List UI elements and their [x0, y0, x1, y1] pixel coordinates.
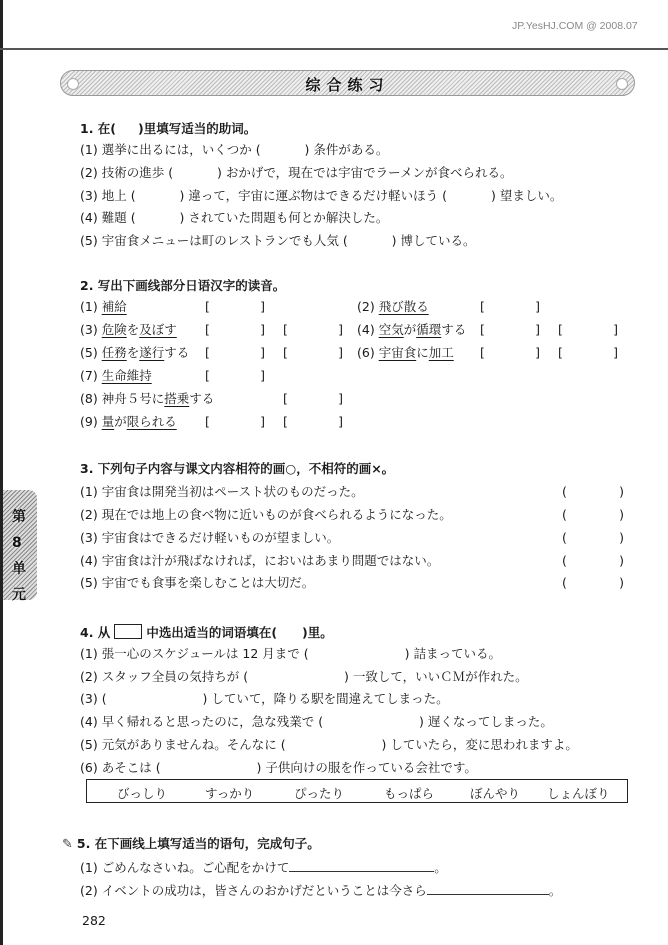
scan-edge	[0, 0, 3, 945]
item-number: (9)	[80, 414, 98, 429]
item-number: (2)	[80, 883, 98, 898]
word-choice: すっかり	[205, 786, 255, 801]
underlined-kanji: 遂行	[139, 345, 165, 360]
answer-blank[interactable]: ( )	[318, 714, 424, 729]
item-number: (1)	[80, 646, 98, 661]
item-text: 詰まっている。	[413, 646, 502, 661]
item-text: 技術の進歩	[101, 165, 165, 180]
section1-title-pre: 1. 在(	[80, 121, 117, 136]
item-text: イベントの成功は，皆さんのおかげだということは今さら	[101, 883, 427, 898]
item-number: (3)	[80, 322, 98, 337]
page-number: 282	[82, 913, 106, 928]
item-text: 宇宙食は汁が飛ばなければ，においはあまり問題ではない。	[101, 553, 440, 568]
item-end: 。	[434, 860, 447, 875]
section1-item	[80, 165, 513, 181]
word-choice: もっぱら	[384, 786, 435, 801]
item-number: (1)	[80, 299, 98, 314]
item-text: スタッフ全員の気持ちが	[101, 669, 240, 684]
section2-item	[80, 368, 152, 384]
header-rule	[0, 48, 668, 50]
section2-item	[80, 414, 177, 430]
section3-title: 3. 下列句子内容与课文内容相符的画○，不相符的画×。	[80, 461, 395, 476]
underlined-kanji: 危険	[101, 322, 127, 337]
section4-item	[80, 691, 449, 707]
item-text: 宇宙でも食事を楽しむことは大切だ。	[101, 575, 315, 590]
item-text: 難題	[101, 210, 127, 225]
item-text: 博している。	[400, 233, 476, 248]
section4-title	[80, 624, 333, 641]
section4-item	[80, 737, 578, 753]
section2-item	[357, 322, 466, 338]
item-number: (5)	[80, 233, 98, 248]
item-text: する	[189, 391, 215, 406]
section2-item	[357, 299, 429, 315]
item-number: (4)	[80, 553, 98, 568]
item-text: あそこは	[101, 760, 152, 775]
banner-title: 综合练习	[305, 76, 390, 94]
section2-item	[80, 345, 189, 361]
section3-item	[80, 575, 314, 591]
item-number: (5)	[80, 345, 98, 360]
item-number: (3)	[80, 188, 98, 203]
item-text: 神舟５号に	[101, 391, 165, 406]
unit-side-tab-label: 第8单元	[12, 509, 26, 603]
item-number: (6)	[357, 345, 375, 360]
section1-item	[80, 210, 388, 226]
item-text: 望ましい。	[499, 188, 563, 203]
section-banner	[60, 70, 635, 96]
item-text: 宇宙食メニューは町のレストランでも人気	[101, 233, 339, 248]
section1-item	[80, 142, 388, 158]
item-text: ごめんなさいね。ご心配をかけて	[101, 860, 290, 875]
item-number: (3)	[80, 691, 98, 706]
item-number: (3)	[80, 530, 98, 545]
item-text: 一致して，いいＣＭが作れた。	[352, 669, 528, 684]
item-number: (2)	[80, 165, 98, 180]
underlined-kanji: 及ぼす	[139, 322, 177, 337]
underlined-kanji: 加工	[428, 345, 454, 360]
section2-item	[80, 391, 214, 407]
item-number: (7)	[80, 368, 98, 383]
item-number: (1)	[80, 142, 98, 157]
item-text: を	[126, 322, 140, 337]
section4-item	[80, 760, 477, 776]
item-text: が	[114, 414, 127, 429]
section4-item	[80, 714, 553, 730]
item-text: 子供向けの服を作っている会社です。	[265, 760, 477, 775]
underlined-kanji: 生命維持	[101, 368, 152, 383]
item-text: 地上	[101, 188, 127, 203]
answer-blank[interactable]: ( )	[303, 646, 410, 661]
underlined-kanji: 補給	[101, 299, 127, 314]
section5-item	[80, 882, 561, 899]
unit-side-tab	[3, 490, 37, 603]
answer-blank[interactable]: ( )	[342, 233, 397, 248]
answer-blank[interactable]: ( )	[155, 760, 262, 775]
underlined-kanji: 搭乗	[164, 391, 190, 406]
item-text: 現在では地上の食べ物に近いものが食べられるようになった。	[101, 507, 452, 522]
item-number: (6)	[80, 760, 98, 775]
pencil-icon: ✎	[62, 837, 73, 852]
item-text: おかげで，現在では宇宙でラーメンが食べられる。	[225, 165, 513, 180]
answer-blank[interactable]: ( )	[130, 188, 185, 203]
answer-blank[interactable]: ( )	[280, 737, 387, 752]
section2-item	[80, 299, 127, 315]
item-text: する	[441, 322, 467, 337]
header-watermark: JP.YesHJ.COM @ 2008.07	[512, 20, 638, 32]
underlined-kanji: 飛び散る	[378, 299, 429, 314]
section1-item	[80, 188, 562, 204]
underlined-kanji: 循環	[416, 322, 442, 337]
section3-item	[80, 530, 339, 546]
item-number: (1)	[80, 860, 98, 875]
section5-item	[80, 859, 447, 876]
item-text: を	[126, 345, 140, 360]
item-text: 元気がありませんね。そんなに	[101, 737, 277, 752]
answer-blank[interactable]: ( )	[442, 188, 496, 203]
item-text: 選挙に出るには，いくつか	[101, 142, 252, 157]
section1-title-post: )里填写适当的助词。	[138, 121, 257, 136]
section4-item	[80, 646, 501, 662]
item-text: する	[164, 345, 190, 360]
item-text: 宇宙食は開発当初はペースト状のものだった。	[101, 484, 364, 499]
item-text: していて，降りる駅を間違えてしまった。	[211, 691, 449, 706]
answer-underline[interactable]	[289, 859, 434, 872]
item-text: 張一心のスケジュールは 12 月まで	[101, 646, 300, 661]
answer-blank[interactable]: ( )	[243, 669, 349, 684]
section2-item	[80, 322, 177, 338]
item-text: 条件がある。	[313, 142, 389, 157]
item-number: (2)	[80, 669, 98, 684]
item-text: に	[416, 345, 429, 360]
answer-underline[interactable]	[427, 882, 549, 895]
section4-title-pre: 4. 从	[80, 625, 111, 640]
word-choice: ぴったり	[294, 786, 345, 801]
word-choice: ぼんやり	[470, 786, 521, 801]
item-text: 宇宙食はできるだけ軽いものが望ましい。	[101, 530, 340, 545]
word-box-symbol	[114, 624, 142, 639]
item-end: 。	[548, 883, 562, 898]
item-text: 早く帰れると思ったのに，急な残業で	[101, 714, 315, 729]
item-number: (5)	[80, 575, 98, 590]
item-number: (4)	[80, 714, 98, 729]
underlined-kanji: 空気	[378, 322, 404, 337]
answer-blank[interactable]: ( )	[101, 691, 208, 706]
answer-blank[interactable]: ( )	[255, 142, 310, 157]
item-number: (2)	[357, 299, 375, 314]
underlined-kanji: 宇宙食	[378, 345, 417, 360]
section3-item	[80, 553, 439, 569]
section1-title	[80, 121, 256, 137]
item-text: されていた問題も何とか解決した。	[188, 210, 389, 225]
word-choice: びっしり	[117, 786, 168, 801]
item-number: (1)	[80, 484, 98, 499]
underlined-kanji: 限られる	[126, 414, 177, 429]
word-choice: しょんぼり	[547, 786, 610, 801]
item-text: 違って，宇宙に運ぶ物はできるだけ軽いほう	[188, 188, 439, 203]
section5-title-text: 5. 在下画线上填写适当的语句，完成句子。	[76, 836, 320, 851]
item-number: (8)	[80, 391, 98, 406]
answer-blank[interactable]: ( )	[130, 210, 185, 225]
section3-item	[80, 507, 452, 523]
item-number: (4)	[357, 322, 375, 337]
word-choice-box	[86, 779, 628, 803]
item-number: (2)	[80, 507, 98, 522]
item-text: が	[403, 322, 417, 337]
item-text: していたら，変に思われますよ。	[390, 737, 578, 752]
section2-item	[357, 345, 454, 361]
underlined-kanji: 量	[101, 414, 115, 429]
answer-blank[interactable]: ( )	[168, 165, 222, 180]
section2-title: 2. 写出下画线部分日语汉字的读音。	[80, 278, 286, 293]
item-number: (5)	[80, 737, 98, 752]
underlined-kanji: 任務	[101, 345, 127, 360]
section5-title	[62, 836, 320, 853]
section1-item	[80, 233, 476, 249]
section4-title-post: 中选出适当的词语填在( )里。	[146, 625, 333, 640]
section3-item	[80, 484, 364, 500]
item-text: 遅くなってしまった。	[427, 714, 553, 729]
section4-item	[80, 669, 528, 685]
item-number: (4)	[80, 210, 98, 225]
